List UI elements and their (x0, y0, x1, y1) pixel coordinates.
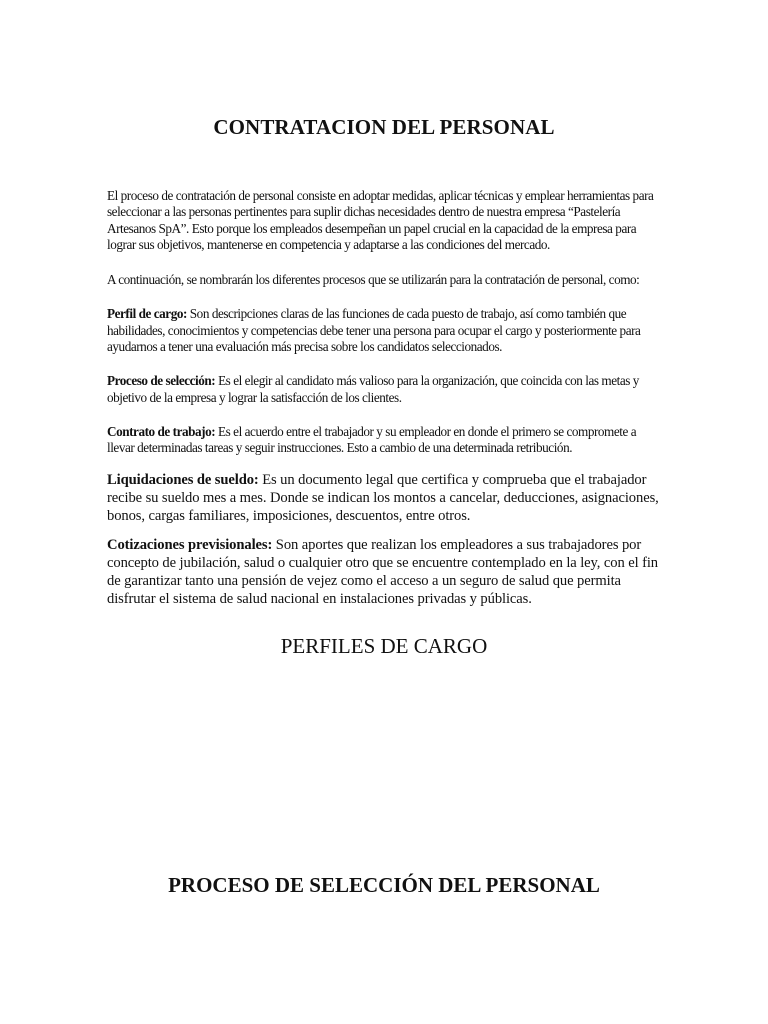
section-heading-perfiles: PERFILES DE CARGO (280, 634, 488, 658)
item-text: Es el elegir al candidato más valioso para la organización, que coincida con las metas y objetivo de la empresa y lograr la satisfacción de los clientes. (107, 373, 639, 405)
document-body (107, 188, 659, 608)
item-term: Liquidaciones de sueldo: (107, 471, 259, 488)
item-term: Proceso de selección: (107, 373, 216, 389)
intro-paragraph: El proceso de contratación de personal consiste en adoptar medidas, aplicar técnicas y emplear herramientas para seleccionar a las personas pertinentes para suplir dichas necesidades dentro de nuestra empresa “Pastelería Artesanos SpA”. Esto porque los empleados desempeñan un papel crucial en la capacidad de la empresa para lograr sus objetivos, mantenerse en competencia y adaptarse a las condiciones del mercado. (107, 188, 654, 252)
item-text: Son descripciones claras de las funciones de cada puesto de trabajo, así como también que habilidades, conocimientos y competencias debe tener una persona para ocupar el cargo y posteriormente para ayudarnos a tener una evaluación más precisa sobre los candidatos seleccionados. (107, 306, 641, 355)
item-text: Es un documento legal que certifica y comprueba que el trabajador recibe su sueldo mes a mes. Donde se indican los montos a cancelar, deducciones, asignaciones, bonos, cargas familiares, imposiciones, descuentos, entre otros. (107, 471, 659, 524)
item-text: Es el acuerdo entre el trabajador y su empleador en donde el primero se compromete a llevar determinadas tareas y seguir instrucciones. Esto a cambio de una determinada retribución. (107, 423, 637, 456)
item-cotizaciones-previsionales (107, 536, 659, 608)
item-term: Perfil de cargo: (107, 306, 187, 322)
continuation-paragraph: A continuación, se nombrarán los diferentes procesos que se utilizarán para la contratación de personal, como: (107, 272, 640, 288)
item-perfil-de-cargo (107, 306, 659, 355)
document-title: CONTRATACION DEL PERSONAL (213, 115, 555, 139)
item-contrato-de-trabajo (107, 424, 659, 457)
item-term: Cotizaciones previsionales: (107, 536, 273, 553)
item-liquidaciones-de-sueldo (107, 471, 659, 525)
section-heading-proceso: PROCESO DE SELECCIÓN DEL PERSONAL (168, 873, 600, 897)
item-text: Son aportes que realizan los empleadores a sus trabajadores por concepto de jubilación, salud o cualquier otro que se encuentre contemplado en la ley, con el fin de garantizar tanto una pensión de vejez como el acceso a un seguro de salud que permita disfrutar el sistema de salud nacional en instalaciones privadas y públicas. (107, 536, 659, 608)
item-term: Contrato de trabajo: (107, 423, 216, 439)
item-proceso-de-seleccion (107, 373, 659, 406)
